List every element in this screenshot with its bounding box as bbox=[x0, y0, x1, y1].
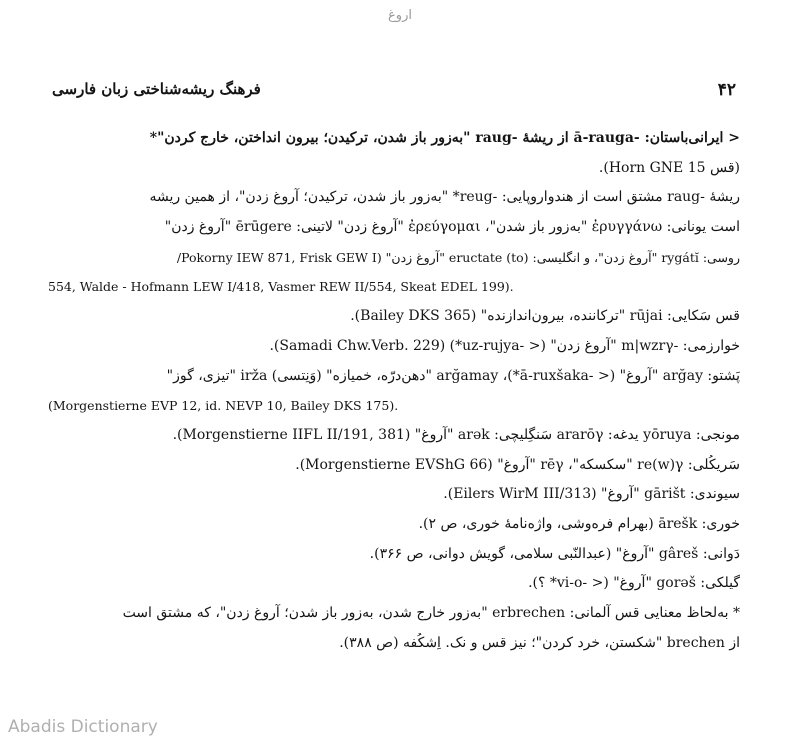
watermark: Abadis Dictionary bbox=[8, 717, 158, 737]
text-line: خوارزمی: -m|wzrγ "آروغ زدن" (< -uz-rujya*) (Samadi Chw.Verb. 229). bbox=[269, 337, 740, 354]
book-title: فرهنگ ریشه‌شناختی زبان فارسی bbox=[52, 80, 261, 98]
text-line: مونجی: yōruya یدغه: ararōγ سَنگِلیچی: arək "آروغ" (Morgenstierne IIFL II/191, 381). bbox=[172, 426, 740, 443]
entry-title: اروغ bbox=[388, 8, 412, 23]
page-number: ۴۲ bbox=[717, 80, 736, 100]
footnote-line: * به‌لحاظ معنایی قس آلمانی: erbrechen "به‌زور خارج شدن، به‌زور باز شدن؛ آروغ زدن"، که مشتق است bbox=[122, 605, 740, 621]
text-line: 554, Walde - Hofmann LEW I/418, Vasmer REW II/554, Skeat EDEL 199). bbox=[48, 279, 514, 295]
text-line: (قس Horn GNE 15). bbox=[598, 159, 740, 176]
text-line: خوری: ārešk (بهرام فره‌وشی، واژه‌نامهٔ خوری، ص ۲). bbox=[418, 515, 740, 532]
text-line: سیوندی: gārišt "آروغ" (Eilers WirM III/313). bbox=[443, 486, 740, 503]
text-line: روسی: rygátĭ "آروغ زدن"، و انگلیسی: (to) eructate "آروغ زدن" (Pokorny IEW 871, Frisk GEW I/ bbox=[176, 249, 740, 265]
text-line: < ایرانی‌باستان: -ā-rauga از ریشهٔ -raug "به‌زور باز شدن، ترکیدن؛ بیرون انداختن، خارج کردن"* bbox=[149, 130, 740, 146]
text-line: سَریکُلی: re(w)γ "سکسکه"، rēγ "آروغ" (Morgenstierne EVShG 66). bbox=[295, 456, 740, 473]
text-line: گیلکی: gorəš "آروغ" (< -vi-o* ؟). bbox=[528, 575, 740, 592]
text-line: است یونانی: ἐρυγγάνω "به‌زور باز شدن"، ἐρεύγομαι "آروغ زدن" لاتینی: ērūgere "آروغ زدن" bbox=[164, 219, 740, 236]
text-line: قس سَکایی: rūjai "ترکاننده، بیرون‌اندازنده" (Bailey DKS 365). bbox=[350, 308, 740, 325]
text-line: پَشتو: arğay "آروغ" (< -ā-ruxšaka*)، arğamay "دهن‌درّه، خمیازه" (وَنِتسی) irža "تیزی، گوز" bbox=[166, 367, 740, 384]
text-line: ریشهٔ -raug مشتق است از هندواروپایی: -reug* "به‌زور باز شدن، ترکیدن؛ آروغ زدن"، از همین ریشه bbox=[149, 189, 740, 206]
text-line: (Morgenstierne EVP 12, id. NEVP 10, Bailey DKS 175). bbox=[48, 398, 399, 414]
footnote-line: از brechen "شکستن، خرد کردن"؛ نیز قس و نک. اِشکُفه (ص ۳۸۸). bbox=[339, 634, 740, 651]
entry-body bbox=[48, 128, 740, 662]
running-head bbox=[52, 80, 736, 104]
text-line: دَوانی: gâreš "آروغ" (عبدالنّبی سلامی، گویش دوانی، ص ۳۶۶). bbox=[369, 545, 740, 562]
